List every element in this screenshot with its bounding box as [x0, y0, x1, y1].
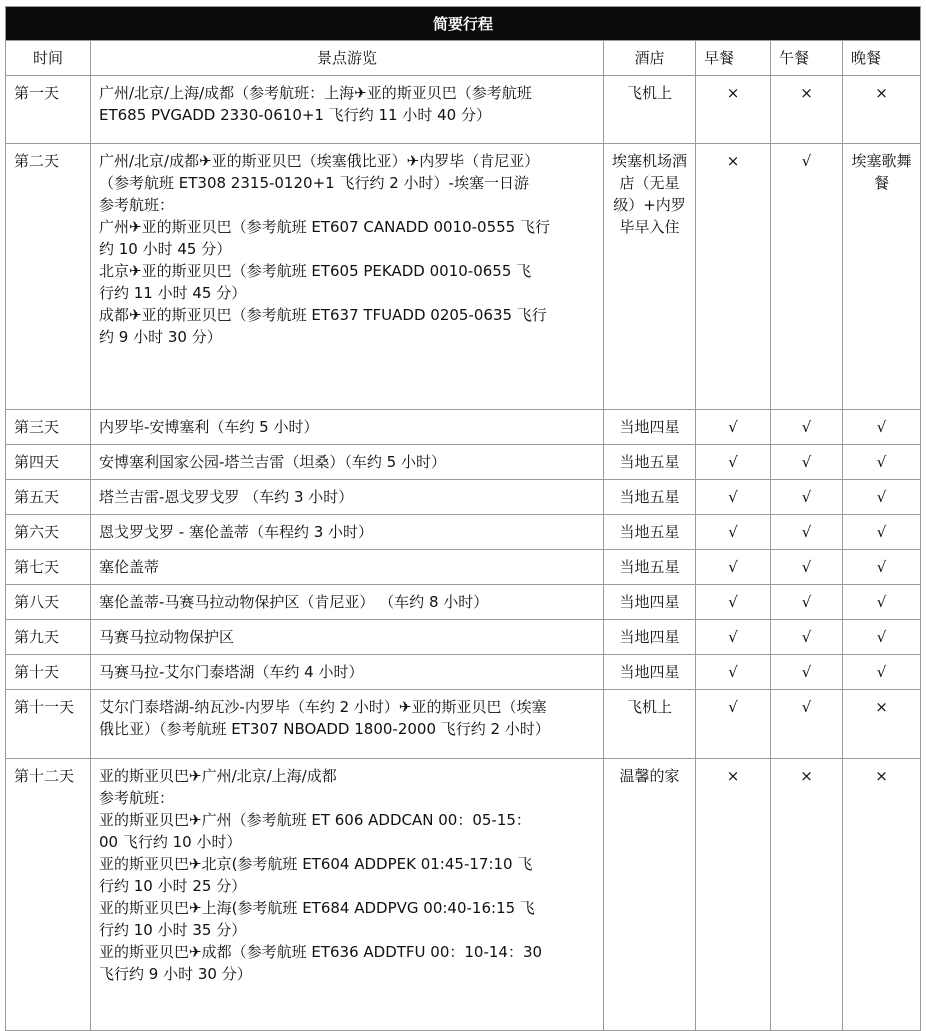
route-cell — [91, 690, 604, 759]
header-breakfast: 早餐 — [696, 41, 771, 76]
route-cell — [91, 655, 604, 690]
day-cell: 第八天 — [6, 585, 91, 620]
header-hotel: 酒店 — [604, 41, 696, 76]
route-line: 北京✈亚的斯亚贝巴（参考航班 ET605 PEKADD 0010-0655 飞 — [99, 262, 532, 280]
hotel-cell: 当地四星 — [604, 410, 696, 445]
lunch-cell: √ — [771, 144, 843, 410]
route-line: 俄比亚）（参考航班 ET307 NBOADD 1800-2000 飞行约 2 小时） — [99, 720, 550, 738]
breakfast-cell: × — [696, 759, 771, 1031]
lunch-cell: √ — [771, 410, 843, 445]
lunch-cell: √ — [771, 445, 843, 480]
route-line: 参考航班： — [99, 196, 175, 214]
table-row — [6, 585, 921, 620]
route-line: 恩戈罗戈罗 - 塞伦盖蒂（车程约 3 小时） — [99, 523, 374, 541]
route-line: 飞行约 9 小时 30 分） — [99, 965, 252, 983]
dinner-cell: √ — [843, 655, 921, 690]
route-line: 亚的斯亚贝巴✈上海(参考航班 ET684 ADDPVG 00:40-16:15 飞 — [99, 899, 535, 917]
day-cell: 第六天 — [6, 515, 91, 550]
dinner-cell: √ — [843, 550, 921, 585]
breakfast-cell: √ — [696, 655, 771, 690]
dinner-cell: √ — [843, 410, 921, 445]
header-route: 景点游览 — [91, 41, 604, 76]
route-line: 马赛马拉动物保护区 — [99, 628, 235, 646]
route-line: ET685 PVGADD 2330-0610+1 飞行约 11 小时 40 分） — [99, 106, 491, 124]
lunch-cell: √ — [771, 690, 843, 759]
lunch-cell: √ — [771, 480, 843, 515]
table-row — [6, 690, 921, 759]
route-line: 广州✈亚的斯亚贝巴（参考航班 ET607 CANADD 0010-0555 飞行 — [99, 218, 550, 236]
day-cell: 第十天 — [6, 655, 91, 690]
route-line: 安博塞利国家公园-塔兰吉雷（坦桑）（车约 5 小时） — [99, 453, 446, 471]
route-line: （参考航班 ET308 2315-0120+1 飞行约 2 小时）-埃塞一日游 — [99, 174, 529, 192]
route-line: 行约 10 小时 35 分） — [99, 921, 247, 939]
breakfast-cell: √ — [696, 410, 771, 445]
table-row — [6, 76, 921, 144]
hotel-cell: 当地四星 — [604, 655, 696, 690]
breakfast-cell: √ — [696, 690, 771, 759]
route-line: 亚的斯亚贝巴✈广州/北京/上海/成都 — [99, 767, 337, 785]
day-cell: 第七天 — [6, 550, 91, 585]
dinner-cell: × — [843, 690, 921, 759]
header-row — [6, 41, 921, 76]
day-cell: 第九天 — [6, 620, 91, 655]
route-line: 广州/北京/上海/成都（参考航班：上海✈亚的斯亚贝巴（参考航班 — [99, 84, 532, 102]
lunch-cell: √ — [771, 550, 843, 585]
lunch-cell: √ — [771, 655, 843, 690]
hotel-cell: 飞机上 — [604, 76, 696, 144]
route-cell — [91, 550, 604, 585]
route-line: 约 9 小时 30 分） — [99, 328, 222, 346]
dinner-cell: √ — [843, 445, 921, 480]
table-row — [6, 620, 921, 655]
hotel-cell: 当地五星 — [604, 445, 696, 480]
hotel-cell: 温馨的家 — [604, 759, 696, 1031]
route-cell — [91, 410, 604, 445]
hotel-cell: 当地五星 — [604, 515, 696, 550]
dinner-cell: √ — [843, 480, 921, 515]
breakfast-cell: √ — [696, 620, 771, 655]
route-cell — [91, 445, 604, 480]
route-cell — [91, 76, 604, 144]
day-cell: 第十二天 — [6, 759, 91, 1031]
dinner-cell: √ — [843, 585, 921, 620]
route-cell — [91, 585, 604, 620]
route-line: 00 飞行约 10 小时） — [99, 833, 242, 851]
day-cell: 第五天 — [6, 480, 91, 515]
route-line: 塞伦盖蒂-马赛马拉动物保护区（肯尼亚） （车约 8 小时） — [99, 593, 489, 611]
hotel-cell: 飞机上 — [604, 690, 696, 759]
header-lunch: 午餐 — [771, 41, 843, 76]
route-line: 内罗毕-安博塞利（车约 5 小时） — [99, 418, 319, 436]
route-cell — [91, 759, 604, 1031]
route-line: 广州/北京/成都✈亚的斯亚贝巴（埃塞俄比亚）✈内罗毕（肯尼亚） — [99, 152, 540, 170]
route-line: 亚的斯亚贝巴✈广州（参考航班 ET 606 ADDCAN 00：05-15： — [99, 811, 531, 829]
breakfast-cell: × — [696, 144, 771, 410]
lunch-cell: × — [771, 76, 843, 144]
route-line: 参考航班： — [99, 789, 175, 807]
breakfast-cell: √ — [696, 445, 771, 480]
route-line: 成都✈亚的斯亚贝巴（参考航班 ET637 TFUADD 0205-0635 飞行 — [99, 306, 547, 324]
header-time: 时间 — [6, 41, 91, 76]
table-row — [6, 410, 921, 445]
breakfast-cell: × — [696, 76, 771, 144]
hotel-cell: 当地五星 — [604, 550, 696, 585]
route-cell — [91, 144, 604, 410]
table-row — [6, 515, 921, 550]
hotel-cell: 当地五星 — [604, 480, 696, 515]
table-row — [6, 655, 921, 690]
lunch-cell: √ — [771, 585, 843, 620]
table-row — [6, 445, 921, 480]
lunch-cell: √ — [771, 620, 843, 655]
route-line: 亚的斯亚贝巴✈北京(参考航班 ET604 ADDPEK 01:45-17:10 飞 — [99, 855, 533, 873]
itinerary-table — [5, 6, 921, 1031]
table-row — [6, 550, 921, 585]
breakfast-cell: √ — [696, 585, 771, 620]
day-cell: 第二天 — [6, 144, 91, 410]
route-cell — [91, 620, 604, 655]
header-dinner: 晚餐 — [843, 41, 921, 76]
route-line: 塔兰吉雷-恩戈罗戈罗 （车约 3 小时） — [99, 488, 354, 506]
route-line: 亚的斯亚贝巴✈成都（参考航班 ET636 ADDTFU 00：10-14：30 — [99, 943, 543, 961]
breakfast-cell: √ — [696, 515, 771, 550]
route-line: 塞伦盖蒂 — [99, 558, 160, 576]
day-cell: 第十一天 — [6, 690, 91, 759]
route-line: 行约 10 小时 25 分） — [99, 877, 247, 895]
route-line: 约 10 小时 45 分） — [99, 240, 232, 258]
dinner-cell: 埃塞歌舞餐 — [843, 144, 921, 410]
table-row — [6, 144, 921, 410]
dinner-cell: × — [843, 76, 921, 144]
route-cell — [91, 515, 604, 550]
hotel-cell: 当地四星 — [604, 585, 696, 620]
day-cell: 第三天 — [6, 410, 91, 445]
hotel-cell: 埃塞机场酒店（无星级）+内罗毕早入住 — [604, 144, 696, 410]
table-row — [6, 759, 921, 1031]
route-line: 艾尔门泰塔湖-纳瓦沙-内罗毕（车约 2 小时）✈亚的斯亚贝巴（埃塞 — [99, 698, 547, 716]
lunch-cell: √ — [771, 515, 843, 550]
lunch-cell: × — [771, 759, 843, 1031]
hotel-cell: 当地四星 — [604, 620, 696, 655]
route-line: 行约 11 小时 45 分） — [99, 284, 247, 302]
table-row — [6, 480, 921, 515]
day-cell: 第四天 — [6, 445, 91, 480]
table-title: 简要行程 — [6, 7, 921, 41]
dinner-cell: × — [843, 759, 921, 1031]
route-line: 马赛马拉-艾尔门泰塔湖（车约 4 小时） — [99, 663, 364, 681]
route-cell — [91, 480, 604, 515]
breakfast-cell: √ — [696, 550, 771, 585]
dinner-cell: √ — [843, 515, 921, 550]
day-cell: 第一天 — [6, 76, 91, 144]
dinner-cell: √ — [843, 620, 921, 655]
breakfast-cell: √ — [696, 480, 771, 515]
